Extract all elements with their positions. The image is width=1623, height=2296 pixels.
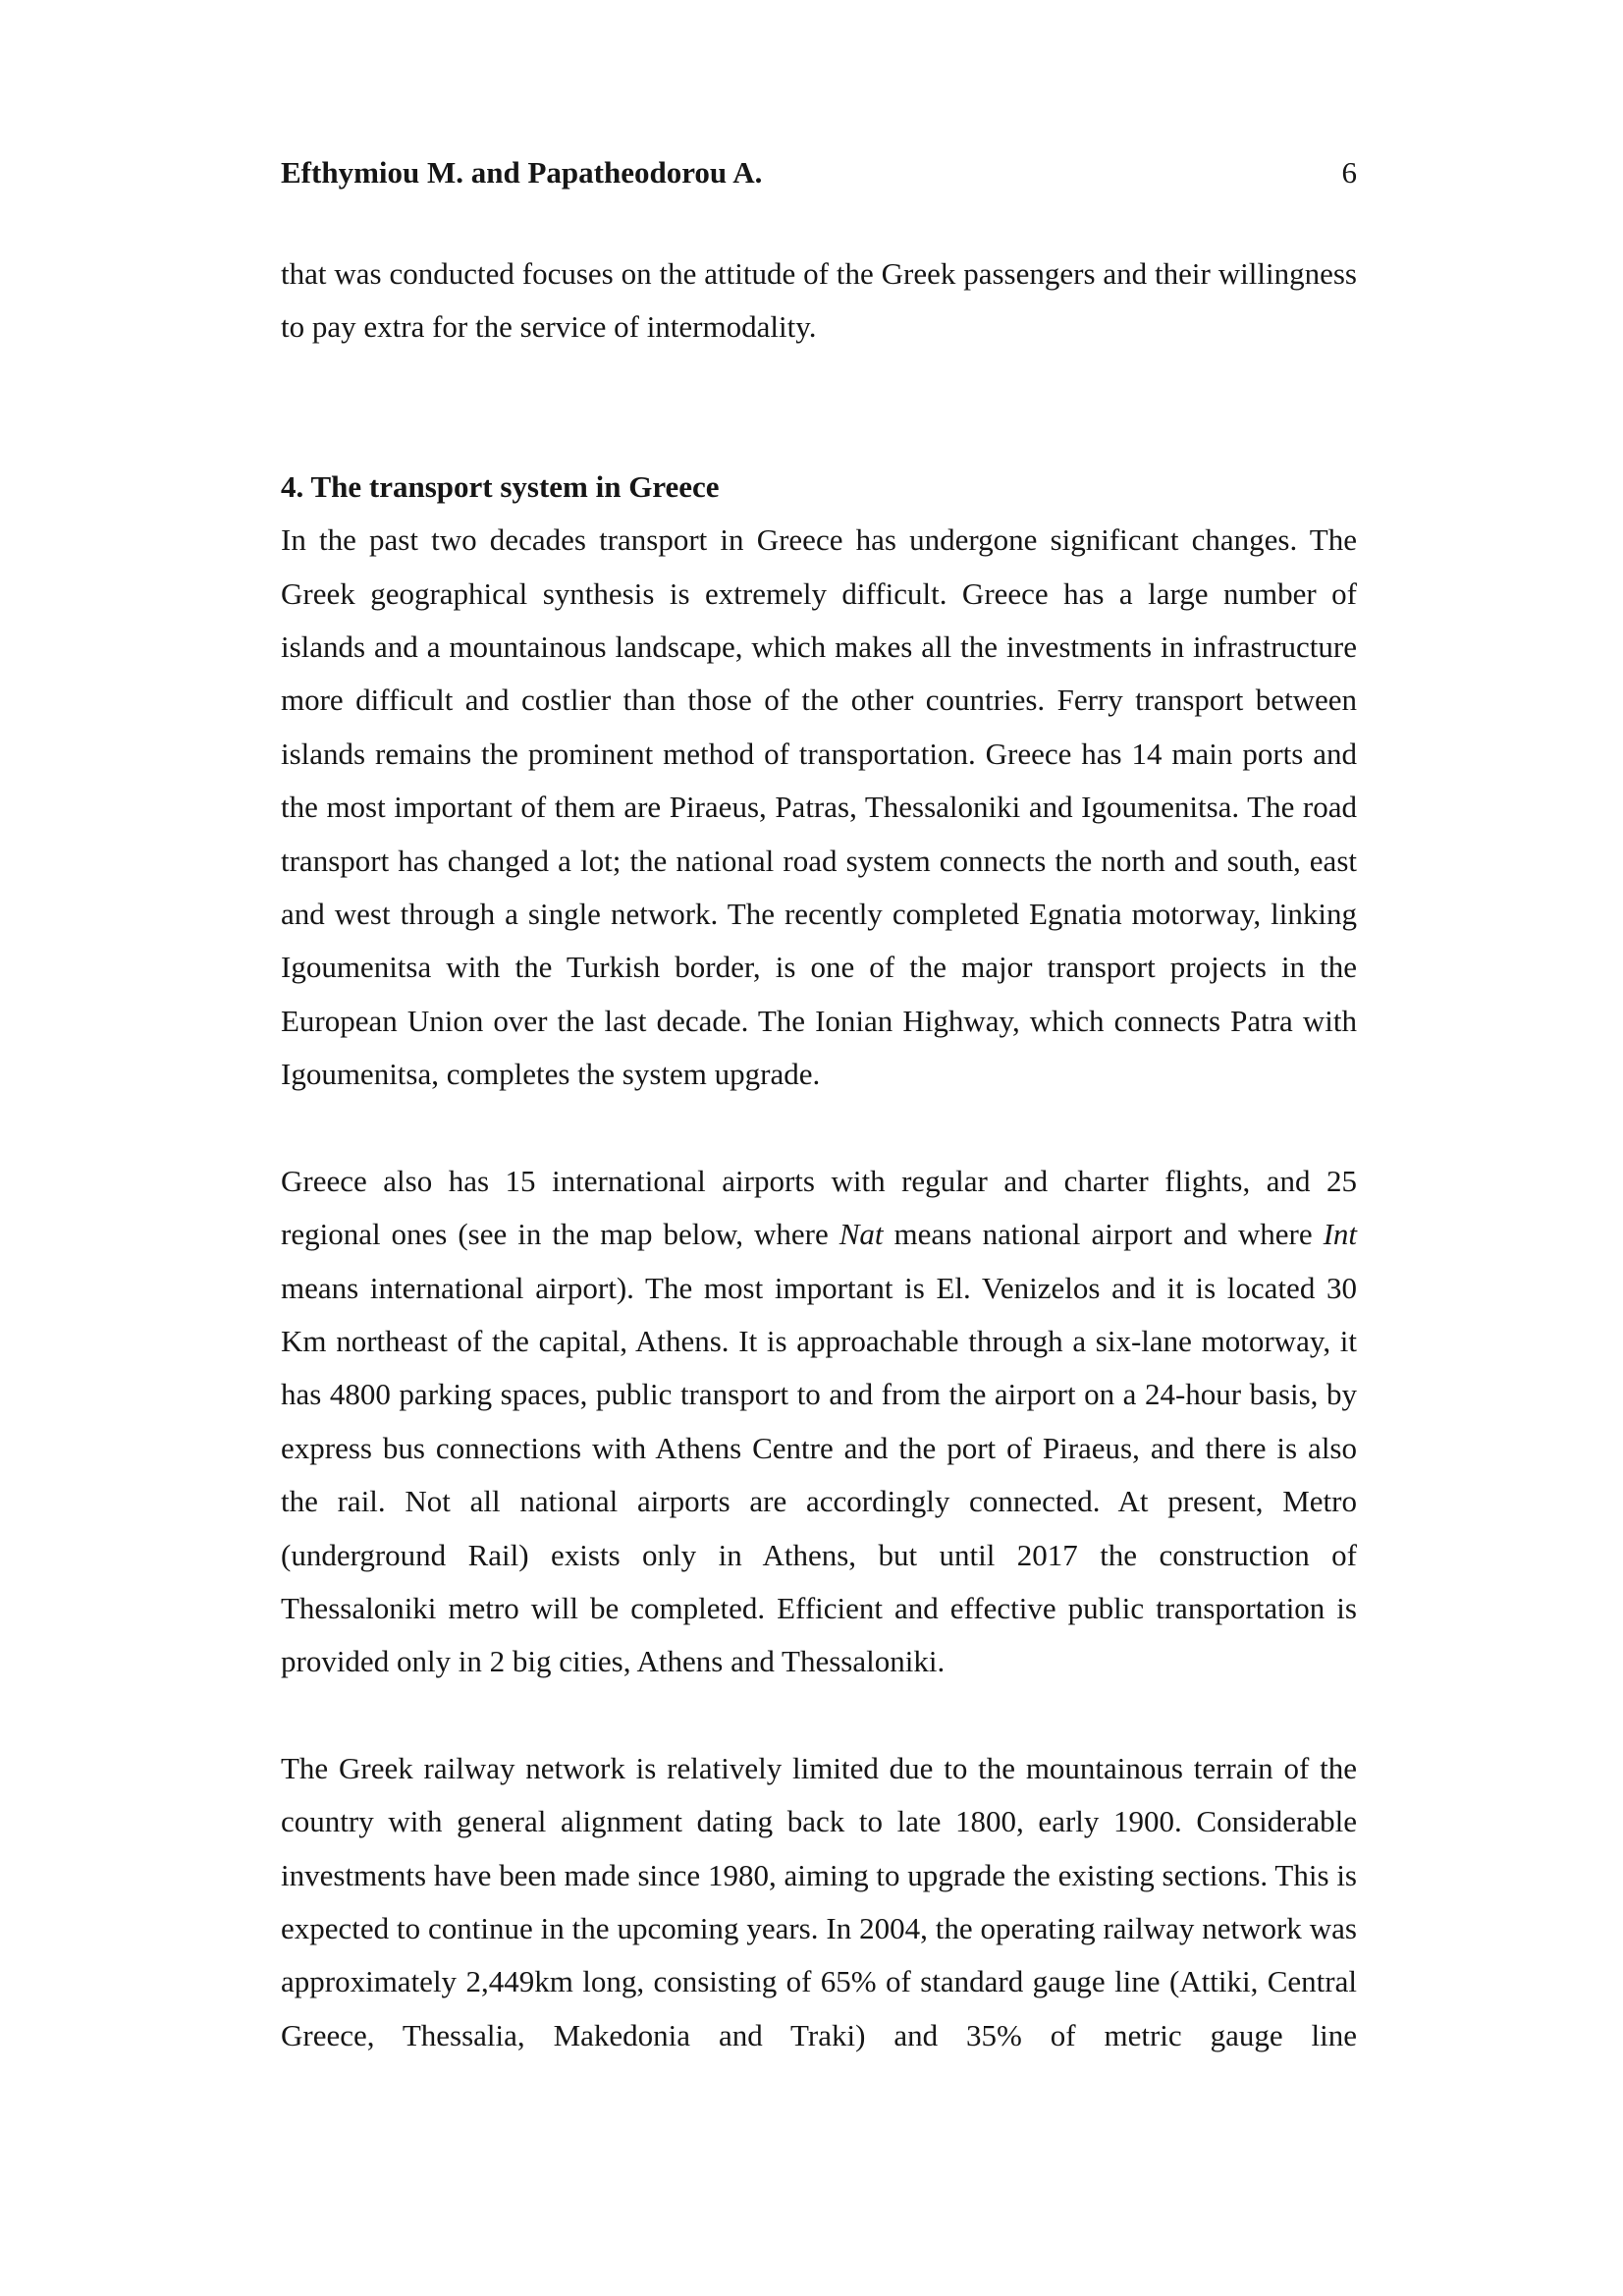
section-spacer (281, 355, 1357, 461)
paragraph-spacer (281, 1689, 1357, 1742)
airports-paragraph (281, 1155, 1357, 1689)
int-term: Int (1323, 1217, 1357, 1252)
transport-overview-paragraph: In the past two decades transport in Greece has undergone significant changes. The Greek geographical synthesis is extremely difficult. Greece has a large number of islands and a mountainous landscape, which makes all the investments in infrastructure more difficult and costlier than those of the other countries. Ferry transport between islands remains the prominent method of transportation. Greece has 14 main ports and the most important of them are Piraeus, Patras, Thessaloniki and Igoumenitsa. The road transport has changed a lot; the national road system connects the north and south, east and west through a single network. The recently completed Egnatia motorway, linking Igoumenitsa with the Turkish border, is one of the major transport projects in the European Union over the last decade. The Ionian Highway, which connects Patra with Igoumenitsa, completes the system upgrade. (281, 522, 1357, 1092)
nat-term: Nat (839, 1217, 884, 1252)
airports-text-part3: means international airport). The most important is El. Venizelos and it is located 30 Km northeast of the capital, Athens. It is approachable through a six-lane motorway, it has 4800 parking spaces, public transport to and from the airport on a 24-hour basis, by express bus connections with Athens Centre and the port of Piraeus, and there is also the rail. Not all national airports are accordingly connected. At present, Metro (underground Rail) exists only in Athens, but until 2017 the construction of Thessaloniki metro will be completed. Efficient and effective public transportation is provided only in 2 big cities, Athens and Thessaloniki. (281, 1270, 1357, 1679)
running-header (281, 155, 1357, 208)
header-authors: Efthymiou M. and Papatheodorou A. (281, 155, 763, 190)
document-page (281, 155, 1357, 2062)
railway-paragraph: The Greek railway network is relatively limited due to the mountainous terrain of the country with general alignment dating back to late 1800, early 1900. Considerable investments have been made since 1980, aiming to upgrade the existing sections. This is expected to continue in the upcoming years. In 2004, the operating railway network was approximately 2,449km long, consisting of 65% of standard gauge line (Attiki, Central Greece, Thessalia, Makedonia and Traki) and 35% of metric gauge line (281, 1750, 1357, 2052)
section-heading: 4. The transport system in Greece (281, 468, 720, 504)
paragraph-spacer (281, 1102, 1357, 1155)
page-number: 6 (1341, 155, 1357, 190)
airports-text-part1: Greece also has 15 international airports with regular and charter flights, and 25 regional ones (see in the map below, where (281, 1163, 1357, 1252)
airports-text-part2: means national airport and where (883, 1217, 1324, 1252)
intro-continuation-paragraph: that was conducted focuses on the attitude of the Greek passengers and their willingness to pay extra for the service of intermodality. (281, 256, 1357, 345)
